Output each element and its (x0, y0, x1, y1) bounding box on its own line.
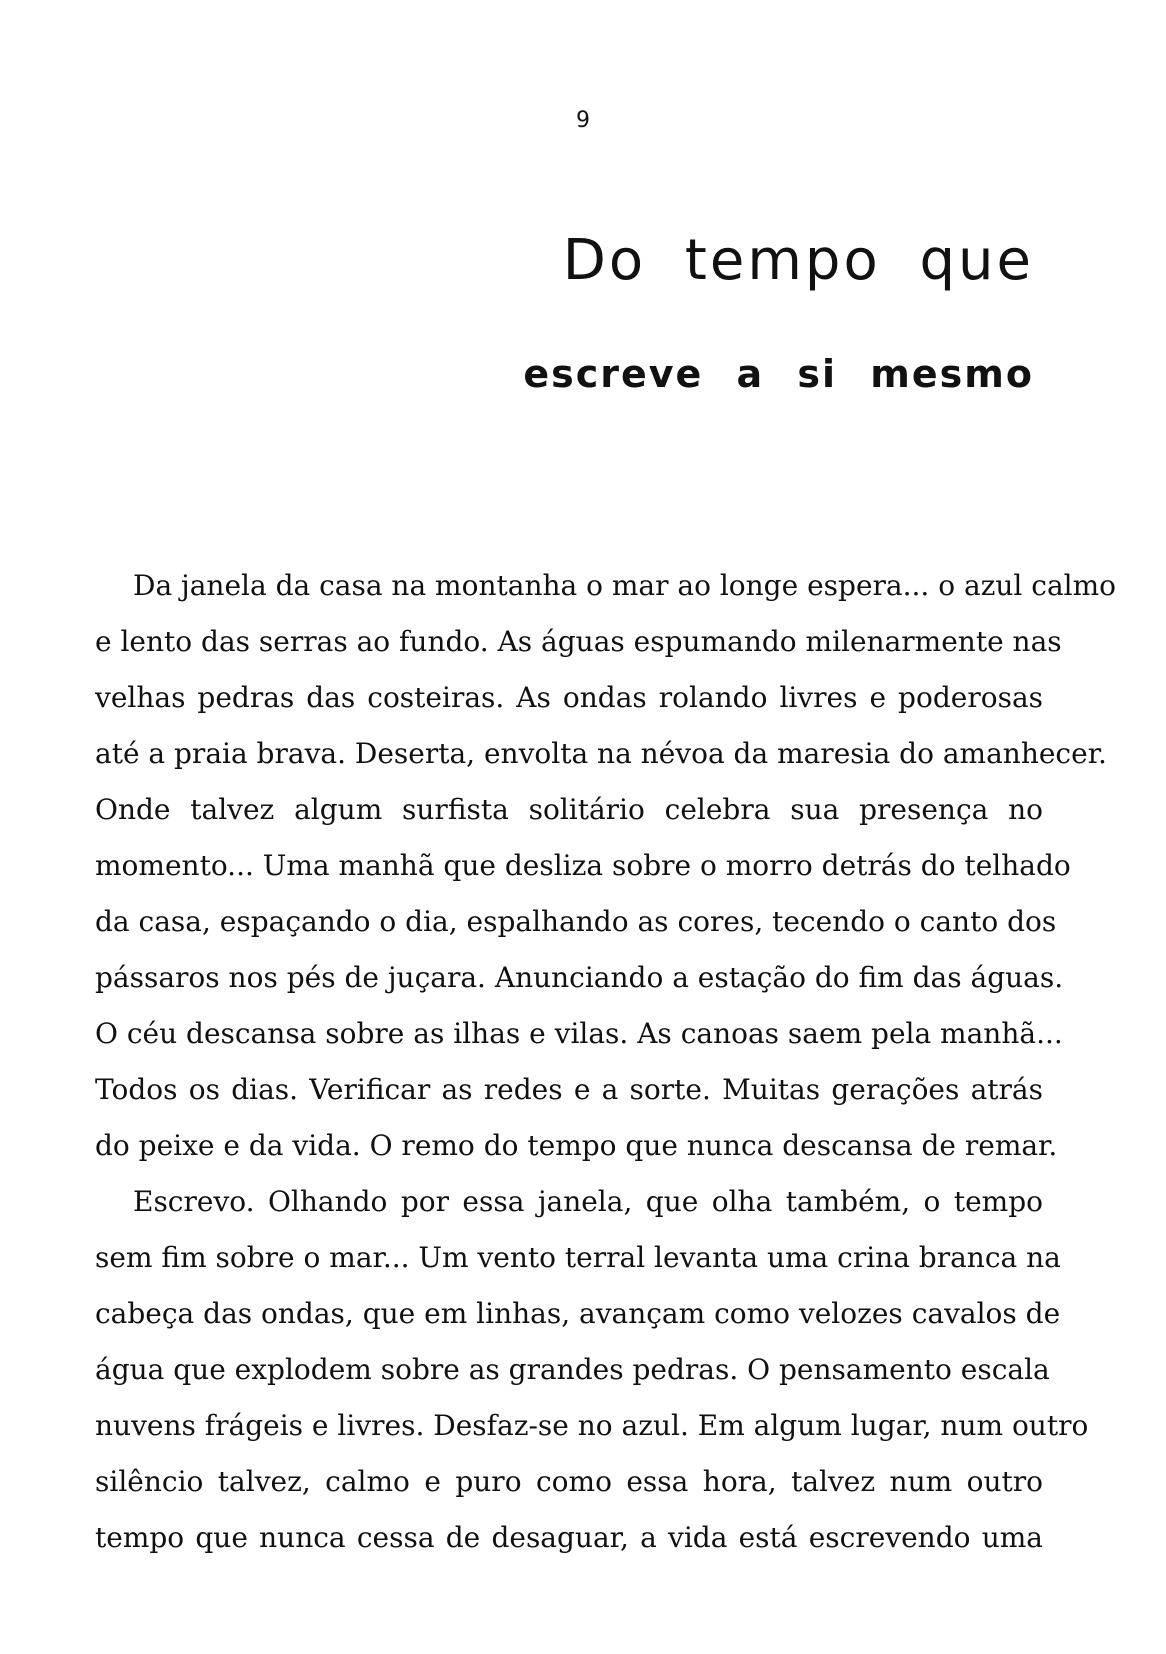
body-line: e lento das serras ao fundo. As águas espumando milenarmente nas (95, 625, 1062, 658)
body-line: água que explodem sobre as grandes pedras. O pensamento escala (95, 1353, 1050, 1386)
body-line: Escrevo. Olhando por essa janela, que olha também, o tempo (133, 1185, 1043, 1218)
body-line: Da janela da casa na montanha o mar ao longe espera... o azul calmo (133, 569, 1117, 602)
body-line: Todos os dias. Verificar as redes e a sorte. Muitas gerações atrás (95, 1073, 1043, 1106)
body-line: cabeça das ondas, que em linhas, avançam como velozes cavalos de (95, 1297, 1061, 1330)
body-line: sem fim sobre o mar... Um vento terral levanta uma crina branca na (95, 1241, 1061, 1274)
body-line: do peixe e da vida. O remo do tempo que nunca descansa de remar. (95, 1129, 1058, 1162)
body-text (95, 558, 1117, 1566)
body-line: até a praia brava. Deserta, envolta na névoa da maresia do amanhecer. (95, 737, 1107, 770)
chapter-title-line-1: Do tempo que (562, 228, 1034, 293)
chapter-title-line-2: escreve a si mesmo (523, 352, 1034, 396)
body-line: O céu descansa sobre as ilhas e vilas. As canoas saem pela manhã... (95, 1017, 1063, 1050)
body-line: Onde talvez algum surfista solitário celebra sua presença no (95, 793, 1043, 826)
body-line: nuvens frágeis e livres. Desfaz-se no azul. Em algum lugar, num outro (95, 1409, 1089, 1442)
body-line: pássaros nos pés de juçara. Anunciando a estação do fim das águas. (95, 961, 1064, 994)
page-number: 9 (576, 108, 590, 133)
body-line: silêncio talvez, calmo e puro como essa hora, talvez num outro (95, 1465, 1043, 1498)
body-line: momento... Uma manhã que desliza sobre o morro detrás do telhado (95, 849, 1071, 882)
body-line: velhas pedras das costeiras. As ondas rolando livres e poderosas (95, 681, 1043, 714)
body-line: tempo que nunca cessa de desaguar, a vida está escrevendo uma (95, 1521, 1043, 1554)
body-line: da casa, espaçando o dia, espalhando as cores, tecendo o canto dos (95, 905, 1057, 938)
